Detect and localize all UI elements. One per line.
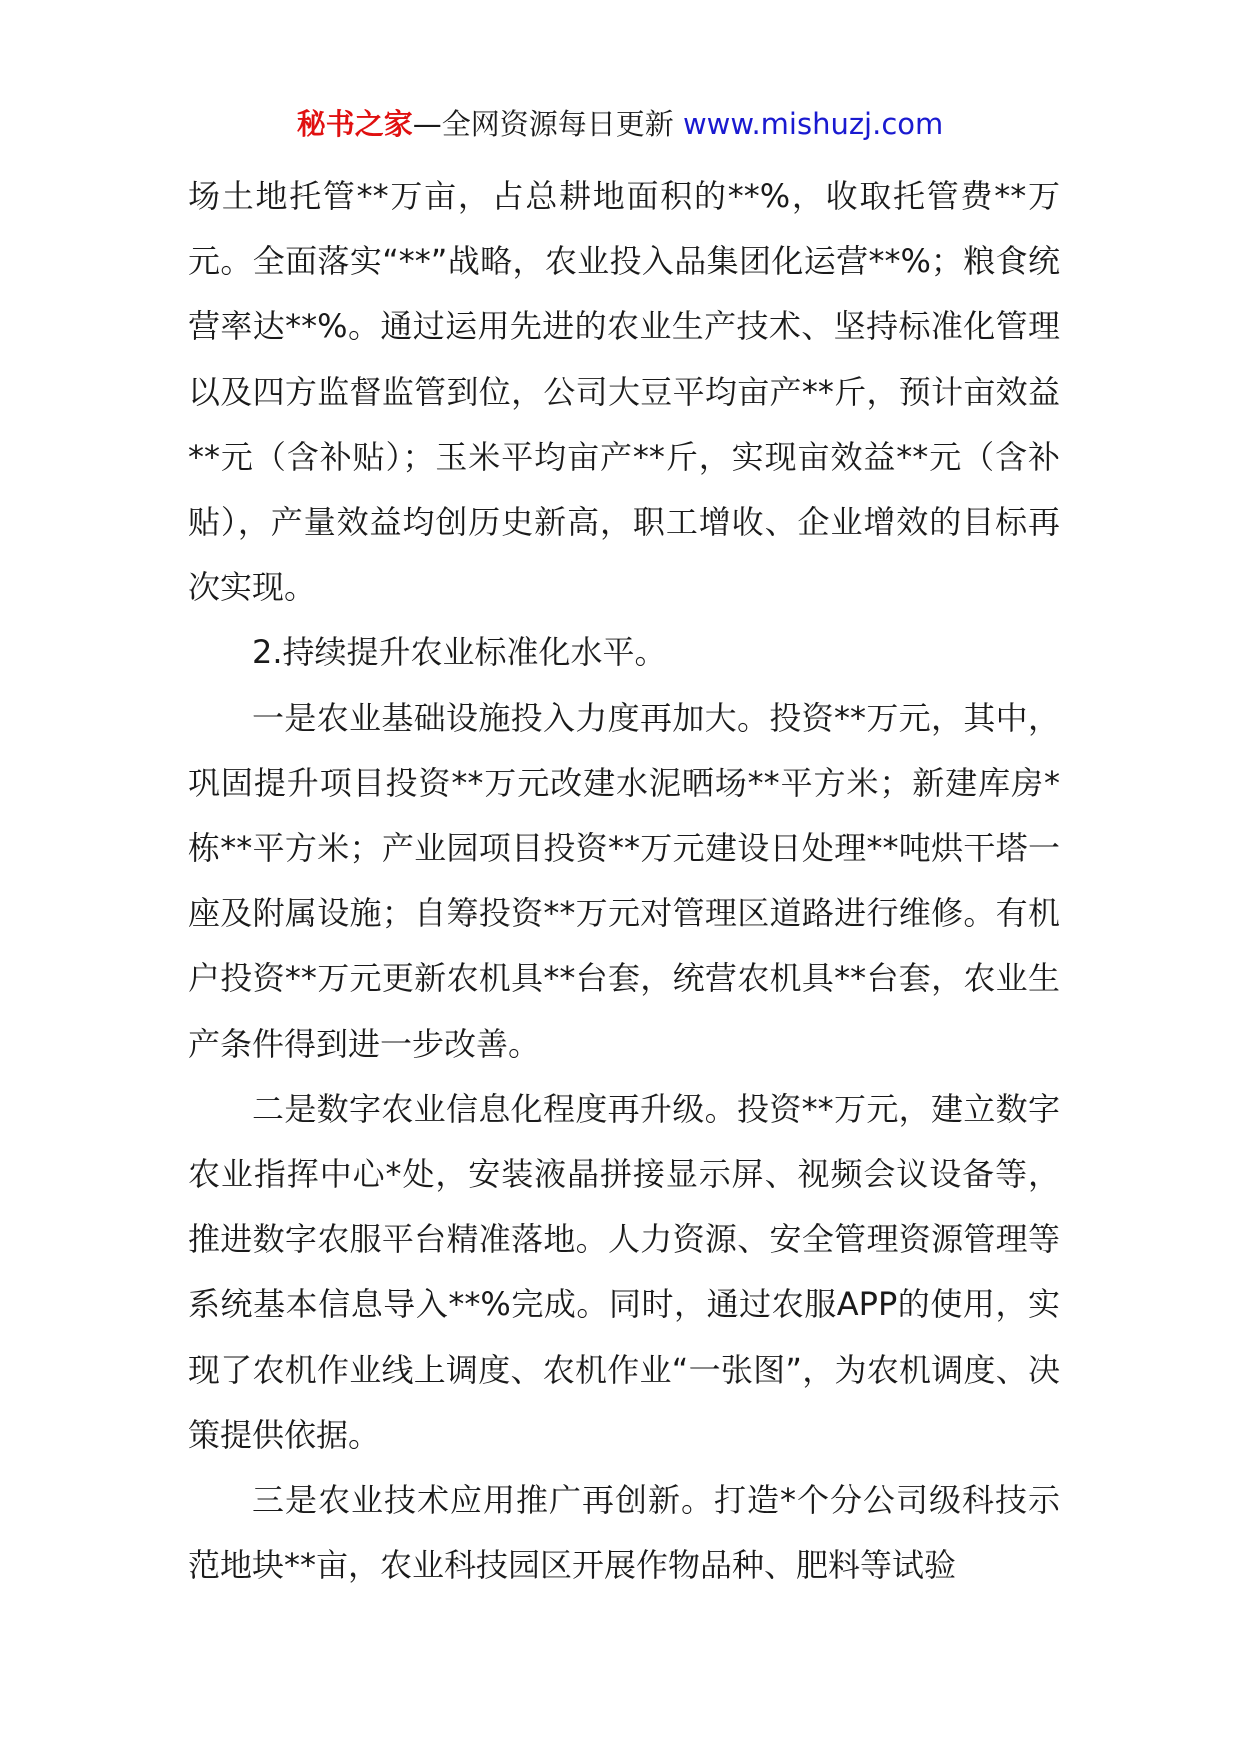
paragraph-digital-agriculture: 二是数字农业信息化程度再升级。投资**万元，建立数字农业指挥中心*处，安装液晶拼接显示屏、视频会议设备等，推进数字农服平台精准落地。人力资源、安全管理资源管理等系统基本信息导入**%完成。同时，通过农服APP的使用，实现了农机作业线上调度、农机作业“一张图”，为农机调度、决策提供依据。	[188, 1089, 1060, 1454]
section-heading: 2.持续提升农业标准化水平。	[252, 633, 667, 672]
brand-name: 秘书之家	[296, 107, 413, 141]
paragraph-continued: 场土地托管**万亩，占总耕地面积的**%，收取托管费**万元。全面落实“**”战略，农业投入品集团化运营**%；粮食统营率达**%。通过运用先进的农业生产技术、坚持标准化管理以及四方监督监管到位，公司大豆平均亩产**斤，预计亩效益**元（含补贴）；玉米平均亩产**斤，实现亩效益**元（含补贴），产量效益均创历史新高，职工增收、企业增效的目标再次实现。	[188, 177, 1060, 607]
paragraph-technology: 三是农业技术应用推广再创新。打造*个分公司级科技示范地块**亩，农业科技园区开展作物品种、肥料等试验	[188, 1481, 1060, 1585]
site-header	[0, 104, 1240, 144]
paragraph-infrastructure: 一是农业基础设施投入力度再加大。投资**万元，其中，巩固提升项目投资**万元改建水泥晒场**平方米；新建库房*栋**平方米；产业园项目投资**万元建设日处理**吨烘干塔一座及附属设施；自筹投资**万元对管理区道路进行维修。有机户投资**万元更新农机具**台套，统营农机具**台套，农业生产条件得到进一步改善。	[188, 698, 1060, 1063]
header-slogan: —全网资源每日更新	[412, 107, 674, 141]
site-url-link[interactable]: www.mishuzj.com	[682, 107, 944, 141]
document-body	[188, 164, 1060, 1598]
